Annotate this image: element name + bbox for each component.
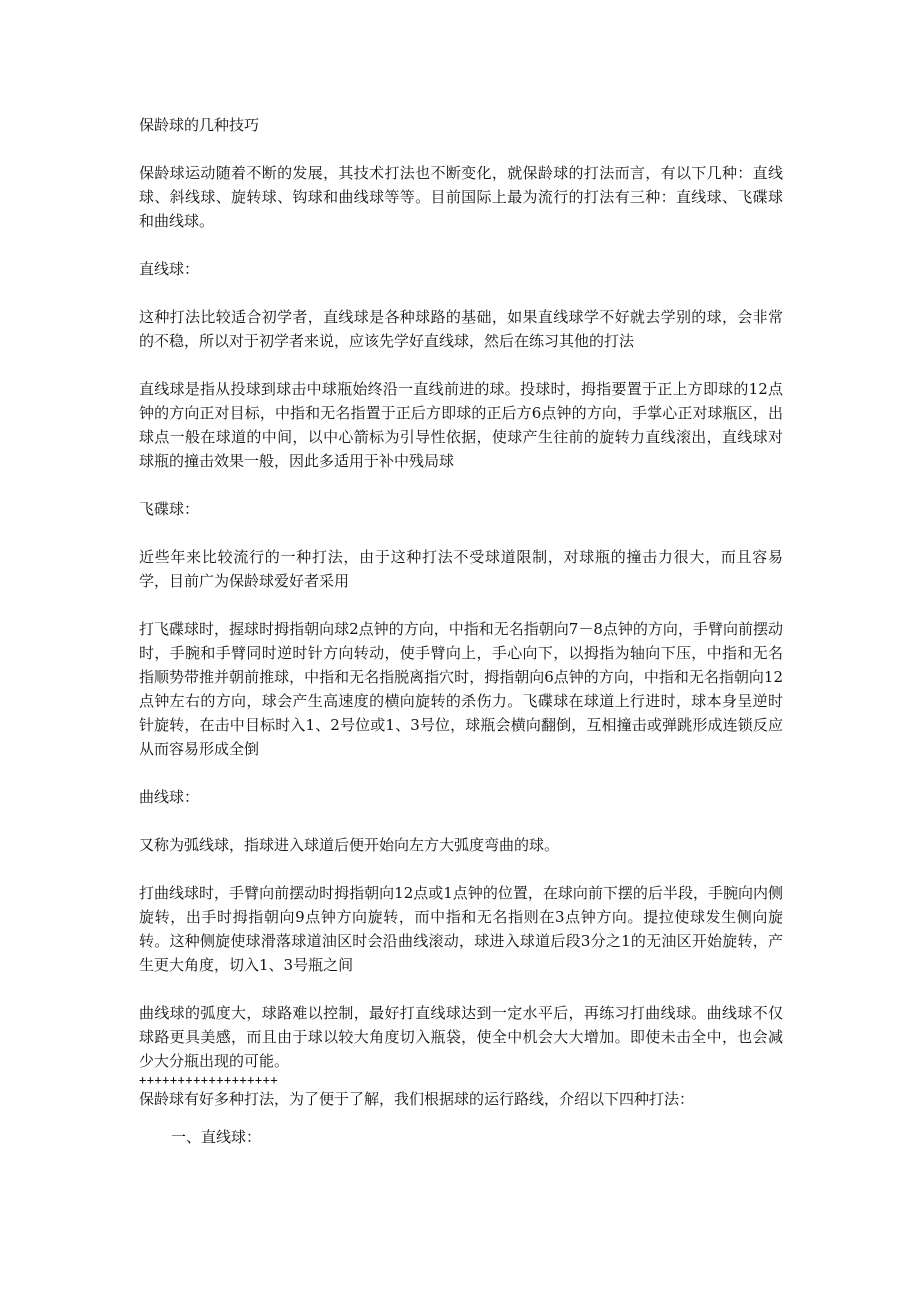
frisbee-ball-heading: 飞碟球： bbox=[139, 500, 200, 518]
document-body bbox=[139, 113, 783, 1173]
curve-ball-paragraph-3: 曲线球的弧度大，球路难以控制，最好打直线球达到一定水平后，再练习打曲线球。曲线球不仅球路更具美感，而且由于球以较大角度切入瓶袋，使全中机会大大增加。即使未击全中，也会减少大分瓶出现的可能。 bbox=[139, 1004, 783, 1070]
list-item-straight-ball: 一、直线球： bbox=[171, 1128, 262, 1146]
document-title: 保龄球的几种技巧 bbox=[139, 116, 260, 134]
separator-line: ++++++++++++++++++ bbox=[139, 1073, 279, 1087]
summary-paragraph: 保龄球有好多种打法，为了便于了解，我们根据球的运行路线，介绍以下四种打法： bbox=[139, 1090, 695, 1108]
frisbee-ball-paragraph-2: 打飞碟球时，握球时拇指朝向球2点钟的方向，中指和无名指朝向7－8点钟的方向，手臂向前摆动时，手腕和手臂同时逆时针方向转动，使手臂向上，手心向下，以拇指为轴向下压，中指和无名指顺势带推并朝前推球，中指和无名指脱离指穴时，拇指朝向6点钟的方向，中指和无名指朝向12点钟左右的方向，球会产生高速度的横向旋转的杀伤力。飞碟球在球道上行进时，球本身呈逆时针旋转，在击中目标时入1、2号位或1、3号位，球瓶会横向翻倒，互相撞击或弹跳形成连锁反应从而容易形成全倒 bbox=[139, 620, 783, 758]
intro-paragraph: 保龄球运动随着不断的发展，其技术打法也不断变化，就保龄球的打法而言，有以下几种：直线球、斜线球、旋转球、钩球和曲线球等等。目前国际上最为流行的打法有三种：直线球、飞碟球和曲线球。 bbox=[139, 164, 783, 230]
straight-ball-paragraph-2: 直线球是指从投球到球击中球瓶始终沿一直线前进的球。投球时，拇指要置于正上方即球的12点钟的方向正对目标，中指和无名指置于正后方即球的正后方6点钟的方向，手掌心正对球瓶区，出球点一般在球道的中间，以中心箭标为引导性依据，使球产生往前的旋转力直线滚出，直线球对球瓶的撞击效果一般，因此多适用于补中残局球 bbox=[139, 380, 783, 470]
curve-ball-paragraph-1: 又称为弧线球，指球进入球道后便开始向左方大弧度弯曲的球。 bbox=[139, 836, 560, 854]
frisbee-ball-paragraph-1: 近些年来比较流行的一种打法，由于这种打法不受球道限制，对球瓶的撞击力很大，而且容易学，目前广为保龄球爱好者采用 bbox=[139, 548, 783, 590]
curve-ball-paragraph-2: 打曲线球时，手臂向前摆动时拇指朝向12点或1点钟的位置，在球向前下摆的后半段，手腕向内侧旋转，出手时拇指朝向9点钟方向旋转，而中指和无名指则在3点钟方向。提拉使球发生侧向旋转。这种侧旋使球滑落球道油区时会沿曲线滚动，球进入球道后段3分之1的无油区开始旋转，产生更大角度，切入1、3号瓶之间 bbox=[139, 884, 783, 974]
straight-ball-paragraph-1: 这种打法比较适合初学者，直线球是各种球路的基础，如果直线球学不好就去学别的球，会非常的不稳，所以对于初学者来说，应该先学好直线球，然后在练习其他的打法 bbox=[139, 308, 783, 350]
straight-ball-heading: 直线球： bbox=[139, 260, 200, 278]
curve-ball-heading: 曲线球： bbox=[139, 788, 200, 806]
